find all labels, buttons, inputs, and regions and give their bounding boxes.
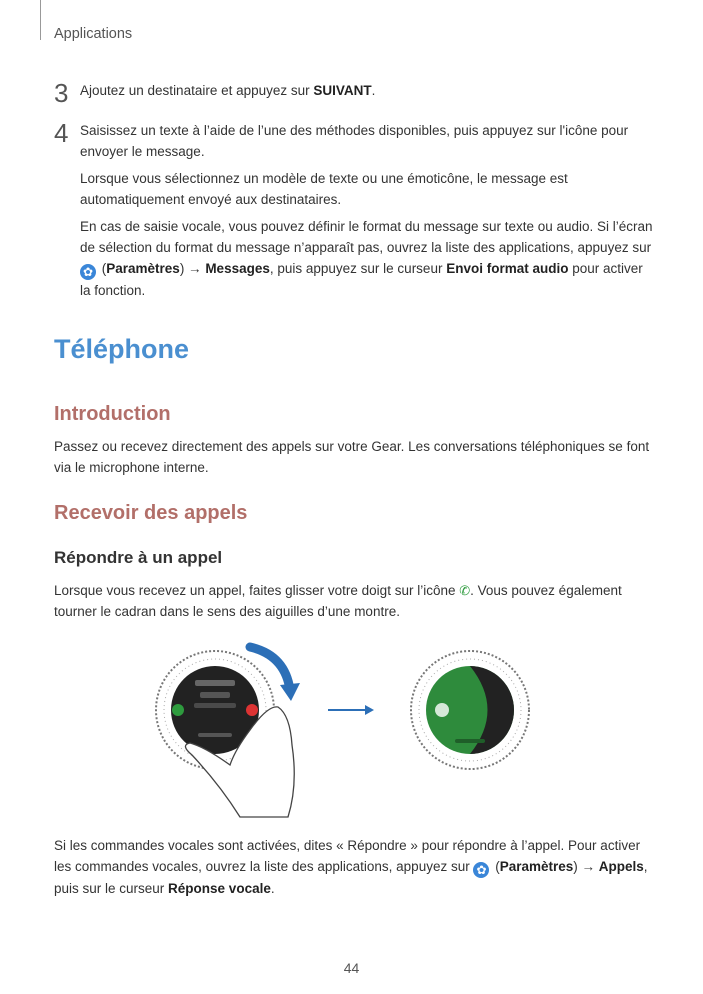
page-header: Applications	[54, 26, 133, 42]
page-title: Téléphone	[54, 334, 190, 364]
step-number: 4	[54, 118, 69, 148]
receive-heading: Recevoir des appels	[54, 502, 248, 524]
reject-call-icon	[246, 704, 258, 716]
watch-right	[411, 651, 529, 769]
answer-call-illustration	[150, 635, 530, 825]
rotation-arrowhead	[280, 683, 300, 701]
appels-label: Appels	[598, 859, 644, 874]
voice-command-text	[54, 835, 654, 899]
parametres-label: Paramètres	[499, 859, 574, 874]
suivant-label: SUIVANT	[313, 83, 372, 98]
phone-accept-icon: ✆	[459, 583, 471, 598]
text-part: .	[270, 881, 275, 896]
step-number: 3	[54, 78, 69, 108]
step-note-voice	[80, 216, 654, 301]
step-text-part: .	[371, 83, 376, 98]
header-rule	[40, 0, 41, 40]
text-part: Si les commandes vocales sont activées, dites « Répondre » pour répondre à l’appel. Pour activer les commandes vocales, ouvrez la liste des applications, appuyez sur	[54, 838, 641, 874]
text-part: , puis appuyez sur le curseur	[269, 261, 447, 276]
step-4	[54, 120, 654, 305]
envoi-format-audio-label: Envoi format audio	[446, 261, 569, 276]
step-text	[80, 120, 654, 301]
accept-call-icon	[172, 704, 184, 716]
text-part: pour activer la fonction.	[80, 261, 643, 298]
text-part: ) →	[179, 261, 206, 276]
text-part: ) →	[573, 859, 599, 874]
step-text	[80, 80, 654, 101]
settings-gear-icon: ✿	[473, 862, 489, 878]
answer-subheading: Répondre à un appel	[54, 548, 223, 567]
step-text-part: Ajoutez un destinataire et appuyez sur	[80, 83, 314, 98]
intro-heading: Introduction	[54, 403, 171, 425]
parametres-label: Paramètres	[106, 261, 180, 276]
text-part: . Vous pouvez également tourner le cadran dans le sens des aiguilles d’une montre.	[54, 583, 622, 619]
text-part: En cas de saisie vocale, vous pouvez définir le format du message sur texte ou audio. Si l’écran de sélection du format du message n’apparaît pas, ouvrez la liste des applications, appuyez sur	[80, 219, 653, 255]
text-part: (	[98, 261, 107, 276]
answer-text	[54, 580, 654, 622]
step-main-text: Saisissez un texte à l’aide de l’une des méthodes disponibles, puis appuyez sur l'icône pour envoyer le message.	[80, 123, 629, 159]
reponse-vocale-label: Réponse vocale	[168, 881, 271, 896]
text-part: Lorsque vous recevez un appel, faites glisser votre doigt sur l’icône	[54, 583, 460, 598]
step-3	[54, 78, 654, 108]
page-number: 44	[343, 960, 360, 976]
intro-text: Passez ou recevez directement des appels sur votre Gear. Les conversations téléphoniques se font via le microphone interne.	[54, 439, 650, 475]
messages-label: Messages	[205, 261, 270, 276]
settings-gear-icon: ✿	[80, 264, 96, 280]
accept-call-icon	[435, 703, 449, 717]
step-note-template: Lorsque vous sélectionnez un modèle de texte ou une émoticône, le message est automatiquement envoyé aux destinataires.	[80, 171, 568, 207]
text-part: , puis sur le curseur	[54, 859, 648, 896]
text-part: (	[491, 859, 500, 874]
